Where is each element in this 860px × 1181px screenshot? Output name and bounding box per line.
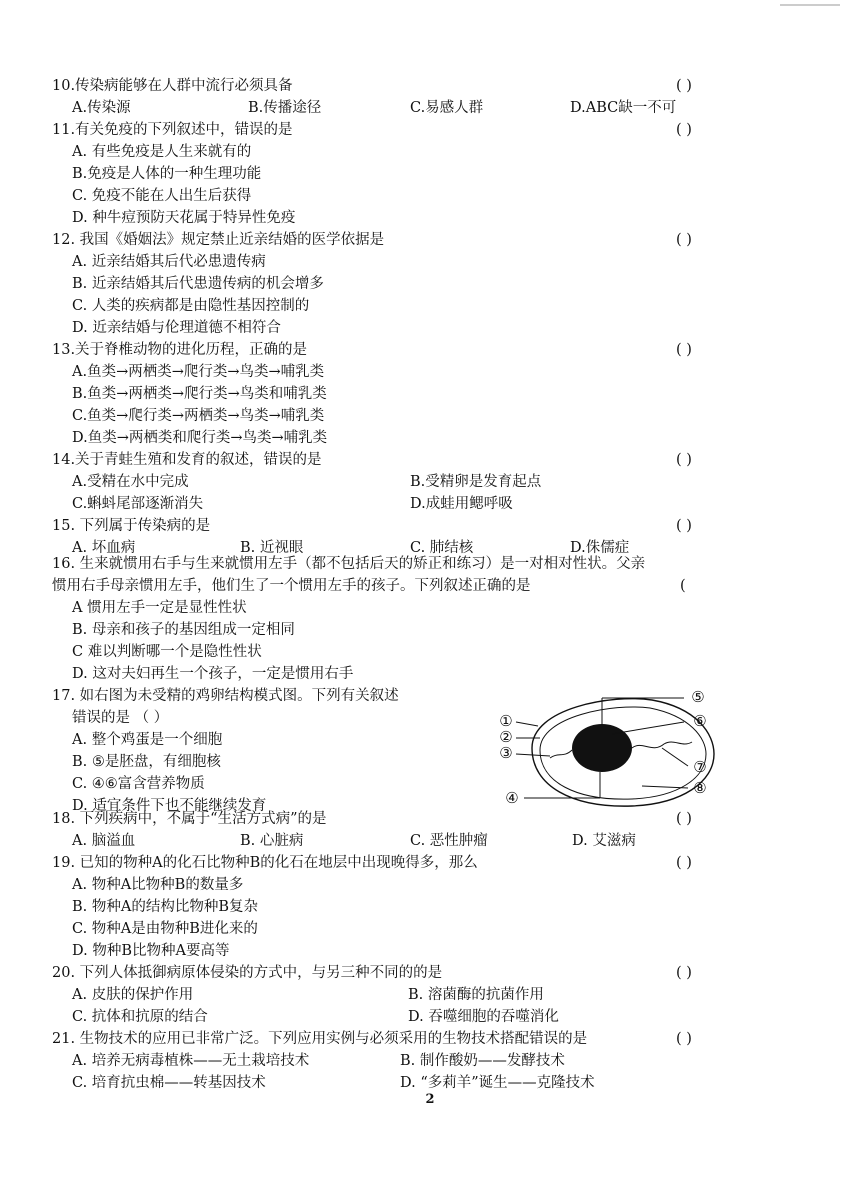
figure-label-2: ② — [499, 728, 513, 746]
question-stem: 18. 下列疾病中，不属于“生活方式病”的是 — [52, 811, 327, 827]
question-14 — [0, 449, 860, 471]
option-b: B. ⑤是胚盘，有细胞核 — [72, 754, 221, 770]
question-stem-cont — [0, 707, 860, 729]
answer-bracket: ( ) — [676, 518, 692, 534]
option-line — [0, 1006, 860, 1028]
option-b: B. 制作酸奶——发酵技术 — [400, 1053, 565, 1069]
figure-label-3: ③ — [499, 744, 513, 762]
option-a: A. 物种A比物种B的数量多 — [72, 877, 244, 893]
option-line — [0, 874, 860, 896]
option-line — [0, 641, 860, 663]
answer-bracket: ( — [680, 578, 686, 594]
option-line — [0, 207, 860, 229]
option-c: C. 培育抗虫棉——转基因技术 — [72, 1075, 266, 1091]
option-c: C. 恶性肿瘤 — [410, 833, 488, 849]
question-stem: 14.关于青蛙生殖和发育的叙述，错误的是 — [52, 452, 322, 468]
option-a: A.传染源 — [72, 100, 131, 116]
option-d: D. 这对夫妇再生一个孩子，一定是惯用右手 — [72, 666, 354, 682]
option-d: D. 物种B比物种A要高等 — [72, 943, 230, 959]
option-line — [0, 383, 860, 405]
option-b: B.鱼类→两栖类→爬行类→鸟类和哺乳类 — [72, 386, 327, 402]
option-b: B.受精卵是发育起点 — [410, 474, 542, 490]
answer-bracket: ( ) — [676, 855, 692, 871]
option-a: A. 皮肤的保护作用 — [72, 987, 194, 1003]
option-d: D. 适宜条件下也不能继续发育 — [72, 798, 267, 814]
option-a: A. 近亲结婚其后代必患遗传病 — [72, 254, 266, 270]
option-d: D. 吞噬细胞的吞噬消化 — [408, 1009, 559, 1025]
page-number: 2 — [425, 1092, 435, 1107]
leader-line — [612, 722, 684, 734]
question-21 — [0, 1028, 860, 1050]
figure-label-4: ④ — [505, 789, 519, 807]
option-line — [0, 984, 860, 1006]
option-line — [0, 1072, 860, 1094]
option-line — [0, 1050, 860, 1072]
question-stem: 17. 如右图为未受精的鸡卵结构模式图。下列有关叙述 — [52, 688, 399, 704]
question-18 — [0, 808, 860, 830]
question-stem: 20. 下列人体抵御病原体侵染的方式中，与另三种不同的的是 — [52, 965, 443, 981]
chalaza — [632, 742, 692, 748]
option-line — [0, 729, 860, 751]
option-d: D.鱼类→两栖类和爬行类→鸟类→哺乳类 — [72, 430, 328, 446]
option-a: A.鱼类→两栖类→爬行类→鸟类→哺乳类 — [72, 364, 325, 380]
option-b: B. 心脏病 — [240, 833, 304, 849]
option-d: D. 近亲结婚与伦理道德不相符合 — [72, 320, 281, 336]
option-c: C.鱼类→爬行类→两栖类→鸟类→哺乳类 — [72, 408, 325, 424]
option-d: D. “多莉羊”诞生——克隆技术 — [400, 1075, 595, 1091]
question-12 — [0, 229, 860, 251]
figure-label-1: ① — [499, 712, 513, 730]
option-line — [0, 940, 860, 962]
option-b: B.传播途径 — [248, 100, 322, 116]
answer-bracket: ( ) — [676, 1031, 692, 1047]
option-a: A 惯用左手一定是显性性状 — [72, 600, 247, 616]
figure-label-7: ⑦ — [693, 758, 707, 776]
question-15 — [0, 515, 860, 537]
option-line — [0, 751, 860, 773]
option-b: B. 近视眼 — [240, 540, 304, 556]
option-line — [0, 471, 860, 493]
option-line — [0, 163, 860, 185]
scan-mark — [780, 0, 840, 6]
question-stem: 13.关于脊椎动物的进化历程，正确的是 — [52, 342, 308, 358]
option-a: A. 脑溢血 — [72, 833, 136, 849]
option-a: A. 有些免疫是人生来就有的 — [72, 144, 252, 160]
option-line — [0, 141, 860, 163]
option-b: B. 溶菌酶的抗菌作用 — [408, 987, 544, 1003]
option-line — [0, 493, 860, 515]
question-stem: 15. 下列属于传染病的是 — [52, 518, 211, 534]
option-line — [0, 597, 860, 619]
option-a: A. 整个鸡蛋是一个细胞 — [72, 732, 223, 748]
option-c: C. 抗体和抗原的结合 — [72, 1009, 208, 1025]
leader-line — [662, 748, 688, 766]
question-11 — [0, 119, 860, 141]
option-a: A.受精在水中完成 — [72, 474, 189, 490]
option-c: C. ④⑥富含营养物质 — [72, 776, 205, 792]
question-stem-line2: 错误的是 （ ） — [72, 710, 169, 726]
question-stem-line2: 惯用右手母亲惯用左手，他们生了一个惯用左手的孩子。下列叙述正确的是 — [52, 578, 531, 594]
option-d: D.侏儒症 — [570, 540, 630, 556]
option-c: C. 物种A是由物种B进化来的 — [72, 921, 258, 937]
answer-bracket: ( ) — [676, 811, 692, 827]
option-line — [0, 295, 860, 317]
option-line — [0, 185, 860, 207]
option-d: D.成蛙用鳃呼吸 — [410, 496, 513, 512]
answer-bracket: ( ) — [676, 452, 692, 468]
question-stem-cont — [0, 575, 860, 597]
question-20 — [0, 962, 860, 984]
option-line — [0, 773, 860, 795]
leader-line — [516, 722, 538, 726]
option-line — [0, 918, 860, 940]
option-a: A. 培养无病毒植株——无土栽培技术 — [72, 1053, 310, 1069]
option-line — [0, 830, 860, 852]
option-c: C. 肺结核 — [410, 540, 474, 556]
option-b: B. 母亲和孩子的基因组成一定相同 — [72, 622, 295, 638]
question-10-options — [0, 97, 860, 119]
question-16 — [0, 553, 860, 575]
option-line — [0, 317, 860, 339]
question-stem: 19. 已知的物种A的化石比物种B的化石在地层中出现晚得多，那么 — [52, 855, 478, 871]
option-d: D.ABC缺一不可 — [570, 100, 677, 116]
question-stem: 21. 生物技术的应用已非常广泛。下列应用实例与必须采用的生物技术搭配错误的是 — [52, 1031, 588, 1047]
option-b: B. 物种A的结构比物种B复杂 — [72, 899, 258, 915]
question-stem: 10.传染病能够在人群中流行必须具备 — [52, 78, 293, 94]
option-line — [0, 405, 860, 427]
answer-bracket: ( ) — [676, 122, 692, 138]
option-c: C. 免疫不能在人出生后获得 — [72, 188, 252, 204]
leader-line — [642, 786, 688, 788]
option-c: C. 人类的疾病都是由隐性基因控制的 — [72, 298, 310, 314]
option-c: C 难以判断哪一个是隐性性状 — [72, 644, 262, 660]
option-d: D. 种牛痘预防天花属于特异性免疫 — [72, 210, 296, 226]
figure-label-5: ⑤ — [691, 688, 705, 706]
figure-label-6: ⑥ — [693, 712, 707, 730]
option-line — [0, 663, 860, 685]
question-19 — [0, 852, 860, 874]
option-a: A. 坏血病 — [72, 540, 136, 556]
option-c: C.易感人群 — [410, 100, 484, 116]
option-line — [0, 896, 860, 918]
question-17 — [0, 685, 860, 707]
question-stem: 12. 我国《婚姻法》规定禁止近亲结婚的医学依据是 — [52, 232, 385, 248]
question-10 — [0, 75, 860, 97]
question-stem: 11.有关免疫的下列叙述中，错误的是 — [52, 122, 293, 138]
option-c: C.蝌蚪尾部逐渐消失 — [72, 496, 204, 512]
answer-bracket: ( ) — [676, 78, 692, 94]
option-d: D. 艾滋病 — [572, 833, 636, 849]
egg-structure-figure — [492, 686, 722, 816]
figure-label-8: ⑧ — [693, 779, 707, 797]
chalaza-left — [550, 750, 572, 758]
question-stem: 16. 生来就惯用右手与生来就惯用左手（都不包括后天的矫正和练习）是一对相对性状。父亲 — [52, 556, 646, 572]
option-line — [0, 273, 860, 295]
answer-bracket: ( ) — [676, 232, 692, 248]
option-line — [0, 251, 860, 273]
option-line — [0, 427, 860, 449]
option-line — [0, 619, 860, 641]
option-b: B.免疫是人体的一种生理功能 — [72, 166, 262, 182]
option-line — [0, 361, 860, 383]
option-b: B. 近亲结婚其后代患遗传病的机会增多 — [72, 276, 324, 292]
answer-bracket: ( ) — [676, 342, 692, 358]
answer-bracket: ( ) — [676, 965, 692, 981]
question-13 — [0, 339, 860, 361]
egg-yolk — [572, 724, 632, 772]
